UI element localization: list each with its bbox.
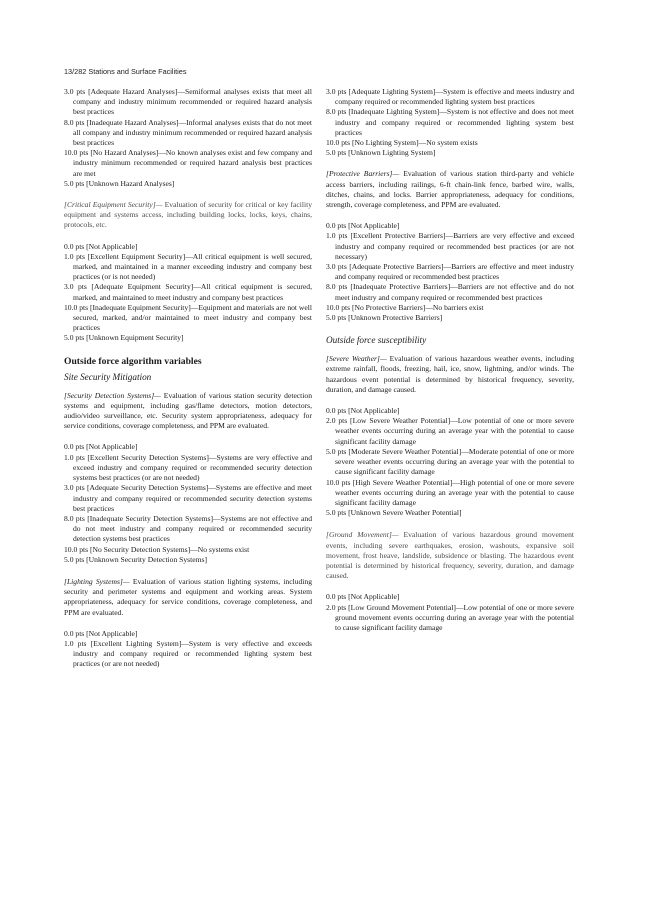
variable-description: Evaluation of various station lighting systems, including security and perimeter systems and equipment and working areas. System appropriateness, adequacy for service conditions, coverage completeness, and PPM are evaluated. bbox=[64, 576, 313, 617]
list-item: 2.0 pts [Low Severe Weather Potential]—Low potential of one or more severe weather events occurring during an average year with the potential to cause significant facility damage bbox=[326, 416, 574, 446]
list-item: 10.0 pts [No Hazard Analyses]—No known analyses exist and few company and industry minimum recommended or required hazard analysis best practices are met bbox=[64, 148, 312, 178]
ground-movement-paragraph bbox=[326, 530, 574, 581]
list-item: 10.0 pts [Inadequate Equipment Security]—Equipment and materials are not well secured, marked, and/or maintained to meet industry and company best practices bbox=[64, 302, 312, 333]
protective-barriers-list bbox=[326, 221, 574, 323]
variable-description: Evaluation of various hazardous ground movement events, including severe earthquakes, erosion, washouts, expansive soil movement, frost heave, landslide, subsidence or blasting. The hazardous event potential is determined by historical frequency, severity, duration, and damage caused. bbox=[326, 530, 575, 581]
variable-description: Evaluation of various hazardous weather events, including extreme rainfall, floods, freezing, hail, ice, snow, lightning, and/or winds. The hazardous event potential is determined by historical frequency, severity, duration, and damage caused. bbox=[326, 354, 574, 394]
list-item: 10.0 pts [No Protective Barriers]—No barriers exist bbox=[326, 302, 484, 312]
list-item: 3.0 pts [Adequate Hazard Analyses]—Semiformal analyses exists that meet all company and industry minimum recommended or required hazard analysis best practices bbox=[64, 87, 312, 117]
protective-barriers-paragraph bbox=[326, 169, 574, 210]
list-item: 0.0 pts [Not Applicable] bbox=[64, 442, 138, 452]
list-item: 1.0 pts [Excellent Security Detection Systems]—Systems are very effective and exceed industry and company required or recommended security detection systems best practices (or are not needed) bbox=[64, 452, 312, 483]
list-item: 5.0 pts [Moderate Severe Weather Potential]—Moderate potential of one or more severe weather events occurring during an average year with the potential to cause significant facility damage bbox=[326, 446, 574, 477]
critical-equipment-paragraph bbox=[64, 200, 312, 231]
list-item: 3.0 pts [Adequate Security Detection Systems]—Systems are effective and meet industry and company required or recommended security detection systems best practices bbox=[64, 483, 312, 513]
severe-weather-list bbox=[326, 406, 574, 518]
list-item: 3.0 pts [Adequate Protective Barriers]—Barriers are effective and meet industry and company required or recommended best practices bbox=[326, 262, 574, 282]
list-item: 5.0 pts [Unknown Security Detection Systems] bbox=[64, 554, 207, 564]
list-item: 3.0 pts [Adequate Equipment Security]—All critical equipment is secured, marked, and maintained to meet industry and company best practices bbox=[64, 282, 312, 302]
running-head: 13/282 Stations and Surface Facilities bbox=[64, 67, 187, 76]
list-item: 8.0 pts [Inadequate Protective Barriers]—Barriers are not effective and do not meet industry and company required or recommended best practices bbox=[326, 282, 574, 302]
hazard-analyses-list bbox=[64, 87, 312, 189]
list-item: 5.0 pts [Unknown Severe Weather Potential] bbox=[326, 508, 462, 518]
list-item: 3.0 pts [Adequate Lighting System]—System is effective and meets industry and company required or recommended lighting system best practices bbox=[326, 87, 574, 107]
left-column bbox=[64, 87, 312, 681]
subsection-title: Site Security Mitigation bbox=[64, 371, 152, 382]
variable-description: Evaluation of various station third-party and vehicle access barriers, including railings, 6-ft chain-link fence, barbed wire, walls, ditches, chains, and locks. Barrier appropriateness, adequacy for conditions, strength, coverage completeness, and PPM are evaluated. bbox=[326, 169, 575, 210]
list-item: 0.0 pts [Not Applicable] bbox=[326, 406, 400, 416]
ground-movement-list bbox=[326, 592, 574, 633]
variable-description: Evaluation of security for critical or key facility equipment and systems access, including building locks, locks, keys, chains, protocols, etc. bbox=[64, 200, 312, 230]
list-item: 5.0 pts [Unknown Lighting System] bbox=[326, 148, 436, 158]
list-item: 1.0 pts [Excellent Lighting System]—System is very effective and exceeds industry and company required or recommended lighting system best practices (or are not needed) bbox=[64, 638, 312, 669]
list-item: 0.0 pts [Not Applicable] bbox=[64, 241, 138, 251]
variable-description: Evaluation of various station security detection systems and equipment, including gas/flame detectors, motion detectors, audio/video surveillance, etc. Security system appropriateness, adequacy for service conditions, coverage completeness, and PPM are evaluated. bbox=[64, 390, 312, 431]
subsection-title: Outside force susceptibility bbox=[326, 335, 427, 346]
right-column bbox=[326, 87, 574, 644]
variable-lead: [Critical Equipment Security]— bbox=[64, 200, 163, 210]
variable-lead: [Security Detection Systems]— bbox=[64, 390, 161, 400]
security-detection-paragraph bbox=[64, 391, 312, 432]
variable-lead: [Protective Barriers]— bbox=[326, 169, 400, 179]
lighting-list bbox=[64, 629, 312, 670]
list-item: 8.0 pts [Inadequate Lighting System]—System is not effective and does not meet industry and company required or recommended lighting system best practices bbox=[326, 107, 574, 137]
variable-lead: [Severe Weather]— bbox=[326, 354, 387, 364]
critical-equipment-list bbox=[64, 242, 312, 344]
list-item: 5.0 pts [Unknown Hazard Analyses] bbox=[64, 178, 175, 188]
variable-lead: [Lighting Systems]— bbox=[64, 576, 130, 586]
lighting-list-continued bbox=[326, 87, 574, 158]
list-item: 2.0 pts [Low Ground Movement Potential]—Low potential of one or more severe ground movement events occurring during an average year with the potential to cause significant facility damage bbox=[326, 602, 575, 632]
list-item: 5.0 pts [Unknown Equipment Security] bbox=[64, 333, 184, 343]
list-item: 1.0 pts [Excellent Equipment Security]—All critical equipment is well secured, marked, and maintained in a manner exceeding industry and company best practices (or is not needed) bbox=[64, 251, 312, 282]
list-item: 5.0 pts [Unknown Protective Barriers] bbox=[326, 313, 443, 323]
section-title: Outside force algorithm variables bbox=[64, 355, 202, 367]
list-item: 0.0 pts [Not Applicable] bbox=[326, 592, 400, 602]
list-item: 10.0 pts [No Security Detection Systems]—No systems exist bbox=[64, 544, 250, 554]
list-item: 10.0 pts [No Lighting System]—No system exists bbox=[326, 138, 478, 148]
variable-lead: [Ground Movement]— bbox=[326, 530, 399, 540]
list-item: 0.0 pts [Not Applicable] bbox=[64, 628, 138, 638]
list-item: 0.0 pts [Not Applicable] bbox=[326, 221, 400, 231]
lighting-paragraph bbox=[64, 577, 312, 618]
list-item: 8.0 pts [Inadequate Hazard Analyses]—Informal analyses exists that do not meet all company and industry minimum recommended or required hazard analysis best practices bbox=[64, 117, 312, 148]
list-item: 10.0 pts [High Severe Weather Potential]—High potential of one or more severe weather events occurring during an average year with the potential to cause significant facility damage bbox=[326, 477, 574, 507]
severe-weather-paragraph bbox=[326, 354, 574, 395]
list-item: 8.0 pts [Inadequate Security Detection Systems]—Systems are not effective and do not meet industry and company required or recommended security detection systems best practices bbox=[64, 513, 312, 544]
security-detection-list bbox=[64, 442, 312, 564]
list-item: 1.0 pts [Excellent Protective Barriers]—Barriers are very effective and exceed industry and company required or recommended best practices (or are not necessary) bbox=[326, 231, 574, 261]
